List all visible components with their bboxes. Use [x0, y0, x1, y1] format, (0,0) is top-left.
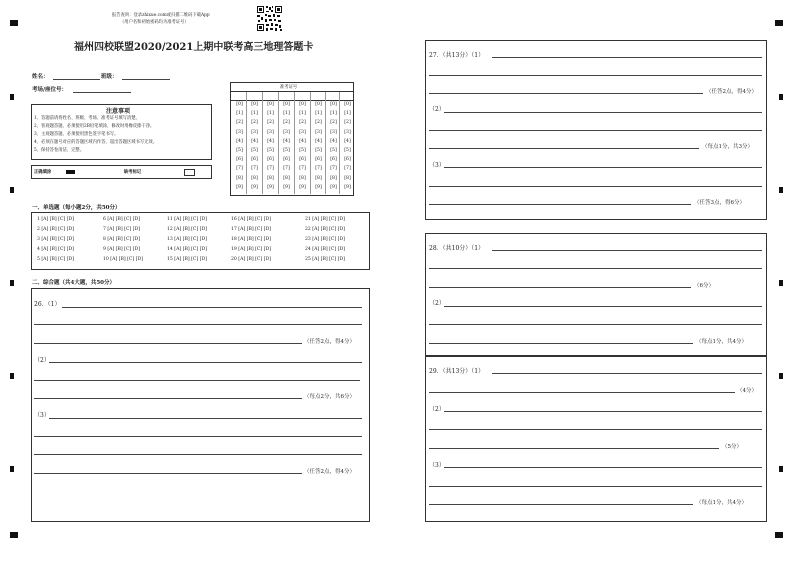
- exam-id-digit-bubble[interactable]: [2]: [330, 120, 337, 126]
- exam-id-digit-bubble[interactable]: [1]: [267, 111, 274, 117]
- exam-id-digit-bubble[interactable]: [0]: [251, 102, 258, 107]
- exam-id-digit-bubble[interactable]: [9]: [299, 184, 306, 190]
- exam-id-digit-bubble[interactable]: [9]: [283, 184, 290, 190]
- q26-part1-label: 26．（1）: [34, 301, 61, 308]
- exam-id-column-divider: [262, 92, 263, 194]
- exam-id-column-divider: [325, 92, 326, 194]
- mc-question-bubbles[interactable]: 2 [A] [B] [C] [D]: [37, 227, 74, 232]
- exam-id-digit-bubble[interactable]: [7]: [344, 166, 351, 172]
- exam-id-digit-bubble[interactable]: [5]: [315, 148, 322, 153]
- answer-line[interactable]: [429, 287, 691, 288]
- timing-mark: [779, 94, 783, 100]
- exam-id-digit-bubble[interactable]: [4]: [251, 138, 258, 144]
- exam-id-digit-bubble[interactable]: [2]: [299, 120, 306, 126]
- mc-question-bubbles[interactable]: 21 [A] [B] [C] [D]: [305, 217, 345, 222]
- exam-id-digit-bubble[interactable]: [6]: [315, 157, 322, 163]
- exam-id-digit-bubble[interactable]: [8]: [267, 175, 274, 181]
- exam-id-digit-bubble[interactable]: [5]: [267, 148, 274, 153]
- exam-id-digit-bubble[interactable]: [7]: [267, 166, 274, 172]
- timing-mark: [10, 280, 14, 286]
- exam-id-digit-bubble[interactable]: [2]: [315, 120, 322, 126]
- exam-id-digit-bubble[interactable]: [3]: [251, 129, 258, 135]
- answer-line[interactable]: [429, 186, 762, 187]
- answer-line[interactable]: [429, 75, 762, 76]
- q27-part3-score: （任答3点，得6分）: [694, 200, 745, 206]
- exam-id-digit-bubble[interactable]: [1]: [315, 111, 322, 117]
- mc-question-bubbles[interactable]: 3 [A] [B] [C] [D]: [37, 237, 74, 242]
- exam-id-digit-bubble[interactable]: [1]: [251, 111, 258, 117]
- answer-line[interactable]: [49, 418, 362, 419]
- exam-id-digit-bubble[interactable]: [0]: [267, 102, 274, 107]
- exam-id-digit-bubble[interactable]: [2]: [344, 120, 351, 126]
- answer-line[interactable]: [444, 411, 762, 412]
- exam-id-digit-bubble[interactable]: [5]: [344, 148, 351, 153]
- mc-question-bubbles[interactable]: 24 [A] [B] [C] [D]: [305, 247, 345, 252]
- q29-part2-score: （5分）: [722, 444, 742, 450]
- timing-mark: [779, 187, 783, 193]
- q29-part2-label: （2）: [429, 406, 445, 413]
- answer-line[interactable]: [429, 343, 693, 344]
- exam-id-digit-bubble[interactable]: [6]: [283, 157, 290, 163]
- q26-part3-label: （3）: [34, 412, 50, 419]
- exam-id-column-divider: [294, 92, 295, 194]
- mc-question-bubbles[interactable]: 8 [A] [B] [C] [D]: [103, 237, 140, 242]
- answer-line[interactable]: [429, 486, 762, 487]
- exam-id-digit-bubble[interactable]: [3]: [299, 129, 306, 135]
- exam-id-digit-bubble[interactable]: [6]: [236, 157, 243, 163]
- timing-mark: [779, 280, 783, 286]
- answer-line[interactable]: [429, 504, 693, 505]
- exam-id-digit-bubble[interactable]: [1]: [330, 111, 337, 117]
- exam-id-digit-bubble[interactable]: [8]: [251, 175, 258, 181]
- name-field[interactable]: [53, 79, 100, 80]
- answer-line[interactable]: [429, 268, 762, 269]
- exam-id-digit-bubble[interactable]: [0]: [330, 102, 337, 107]
- mc-question-bubbles[interactable]: 4 [A] [B] [C] [D]: [37, 247, 74, 252]
- q26-part2-score: （每点2分，共6分）: [304, 394, 355, 400]
- answer-line[interactable]: [429, 392, 735, 393]
- mc-question-bubbles[interactable]: 13 [A] [B] [C] [D]: [167, 237, 207, 242]
- exam-id-digit-bubble[interactable]: [4]: [267, 138, 274, 144]
- q28-part1-score: （6分）: [694, 283, 714, 289]
- timing-mark: [779, 373, 783, 379]
- answer-line[interactable]: [34, 454, 362, 455]
- instructions-title: 注意事项: [106, 108, 131, 115]
- exam-id-digit-bubble[interactable]: [9]: [344, 184, 351, 190]
- exam-id-digit-bubble[interactable]: [6]: [267, 157, 274, 163]
- multiple-choice-grid: [37, 216, 367, 266]
- corner-mark-top-left: [10, 20, 18, 26]
- exam-id-digit-bubble[interactable]: [7]: [251, 166, 258, 172]
- q26-part3-score: （任答2点，得4分）: [304, 469, 355, 475]
- exam-id-digit-bubble[interactable]: [4]: [236, 138, 243, 144]
- exam-id-digit-bubble[interactable]: [6]: [344, 157, 351, 163]
- exam-id-digit-bubble[interactable]: [1]: [299, 111, 306, 117]
- q29-part3-score: （每点1分，共4分）: [696, 500, 747, 506]
- answer-line[interactable]: [34, 343, 302, 344]
- answer-line[interactable]: [34, 436, 362, 437]
- answer-line[interactable]: [34, 473, 302, 474]
- exam-id-digit-bubble[interactable]: [2]: [267, 120, 274, 126]
- timing-mark: [779, 466, 783, 472]
- absent-mark-label: 缺考标记: [124, 170, 142, 175]
- answer-line[interactable]: [34, 324, 362, 325]
- seat-label: 考场/座位号：: [32, 87, 68, 93]
- exam-id-digit-bubble[interactable]: [6]: [251, 157, 258, 163]
- mc-question-bubbles[interactable]: 6 [A] [B] [C] [D]: [103, 217, 140, 222]
- exam-id-digit-bubble[interactable]: [3]: [330, 129, 337, 135]
- exam-id-digit-bubble[interactable]: [8]: [283, 175, 290, 181]
- exam-id-digit-bubble[interactable]: [5]: [299, 148, 306, 153]
- answer-line[interactable]: [444, 167, 762, 168]
- exam-id-digit-bubble[interactable]: [4]: [283, 138, 290, 144]
- q27-part2-score: （每点1分，共3分）: [702, 144, 753, 150]
- instruction-item: 3、主观题答题，必须使用黑色签字笔书写。: [34, 132, 119, 137]
- exam-id-digit-bubble[interactable]: [0]: [283, 102, 290, 107]
- correct-fill-sample: [66, 170, 75, 174]
- instruction-item: 4、必须在题号对应的答题区域内作答，超出答题区域书写无效。: [34, 140, 158, 145]
- mc-question-bubbles[interactable]: 19 [A] [B] [C] [D]: [231, 247, 271, 252]
- exam-id-digit-bubble[interactable]: [1]: [283, 111, 290, 117]
- exam-id-digit-bubble[interactable]: [8]: [330, 175, 337, 181]
- exam-id-divider: [230, 91, 354, 92]
- answer-line[interactable]: [492, 373, 762, 374]
- exam-id-digit-bubble[interactable]: [6]: [330, 157, 337, 163]
- answer-line[interactable]: [34, 398, 302, 399]
- exam-id-column-divider: [278, 92, 279, 194]
- timing-mark: [10, 466, 14, 472]
- mc-question-bubbles[interactable]: 16 [A] [B] [C] [D]: [231, 217, 271, 222]
- exam-id-digit-bubble[interactable]: [5]: [283, 148, 290, 153]
- exam-id-digit-bubble[interactable]: [0]: [299, 102, 306, 107]
- exam-id-digit-bubble[interactable]: [3]: [236, 129, 243, 135]
- mc-question-bubbles[interactable]: 23 [A] [B] [C] [D]: [305, 237, 345, 242]
- class-field[interactable]: [122, 79, 170, 80]
- report-notice-line1: 报告查询：登录zhixue.com或扫描二维码下载App: [112, 13, 210, 18]
- exam-id-digit-bubble[interactable]: [7]: [315, 166, 322, 172]
- exam-id-digit-bubble[interactable]: [8]: [315, 175, 322, 181]
- answer-line[interactable]: [429, 204, 691, 205]
- exam-id-digit-bubble[interactable]: [0]: [344, 102, 351, 107]
- instruction-item: 5、保持答卷清洁、完整。: [34, 148, 84, 153]
- q28-part1-label: 28．（共10分）（1）: [429, 245, 485, 252]
- timing-mark: [10, 373, 14, 379]
- answer-line[interactable]: [429, 324, 762, 325]
- exam-id-digit-bubble[interactable]: [5]: [330, 148, 337, 153]
- section1-title: 一、单选题（每小题2分，共50分）: [32, 205, 121, 211]
- mc-question-bubbles[interactable]: 12 [A] [B] [C] [D]: [167, 227, 207, 232]
- mc-question-bubbles[interactable]: 7 [A] [B] [C] [D]: [103, 227, 140, 232]
- timing-mark: [10, 187, 14, 193]
- mc-question-bubbles[interactable]: 17 [A] [B] [C] [D]: [231, 227, 271, 232]
- exam-id-digit-bubble[interactable]: [4]: [330, 138, 337, 144]
- mc-question-bubbles[interactable]: 18 [A] [B] [C] [D]: [231, 237, 271, 242]
- q26-part2-label: （2）: [34, 357, 50, 364]
- exam-id-digit-bubble[interactable]: [5]: [251, 148, 258, 153]
- answer-line[interactable]: [62, 307, 362, 308]
- mc-question-bubbles[interactable]: 15 [A] [B] [C] [D]: [167, 257, 207, 262]
- q27-part1-score: （任答2点，得4分）: [706, 89, 757, 95]
- q26-part1-score: （任答2点，得4分）: [304, 339, 355, 345]
- page-title: 福州四校联盟2020/2021上期中联考高三地理答题卡: [74, 42, 314, 53]
- answer-line[interactable]: [429, 130, 762, 131]
- answer-line[interactable]: [429, 148, 699, 149]
- exam-id-bubble-grid[interactable]: [230, 101, 354, 195]
- exam-id-digit-bubble[interactable]: [1]: [344, 111, 351, 117]
- answer-line[interactable]: [444, 306, 762, 307]
- mc-question-bubbles[interactable]: 10 [A] [B] [C] [D]: [103, 257, 143, 262]
- mc-question-bubbles[interactable]: 22 [A] [B] [C] [D]: [305, 227, 345, 232]
- exam-id-digit-bubble[interactable]: [8]: [344, 175, 351, 181]
- exam-id-digit-bubble[interactable]: [9]: [330, 184, 337, 190]
- mc-question-bubbles[interactable]: 5 [A] [B] [C] [D]: [37, 257, 74, 262]
- q29-part3-label: （3）: [429, 462, 445, 469]
- timing-mark: [10, 94, 14, 100]
- exam-id-digit-bubble[interactable]: [4]: [299, 138, 306, 144]
- instruction-item: 2、客观题答题，必须使用2B铅笔填涂，修改时用橡皮擦干净。: [34, 124, 155, 129]
- mc-question-bubbles[interactable]: 14 [A] [B] [C] [D]: [167, 247, 207, 252]
- exam-id-digit-bubble[interactable]: [7]: [283, 166, 290, 172]
- correct-fill-label: 正确填涂: [34, 170, 52, 175]
- q28-part2-label: （2）: [429, 300, 445, 307]
- exam-id-digit-bubble[interactable]: [4]: [315, 138, 322, 144]
- exam-id-digit-bubble[interactable]: [3]: [344, 129, 351, 135]
- exam-id-digit-bubble[interactable]: [2]: [236, 120, 243, 126]
- exam-id-digit-bubble[interactable]: [8]: [236, 175, 243, 181]
- mc-question-bubbles[interactable]: 25 [A] [B] [C] [D]: [305, 257, 345, 262]
- exam-id-column-divider: [339, 92, 340, 194]
- instruction-item: 1、答题前请将姓名、班级、考场、准考证号填写清楚。: [34, 116, 140, 121]
- exam-id-column-divider: [246, 92, 247, 194]
- mc-question-bubbles[interactable]: 1 [A] [B] [C] [D]: [37, 217, 74, 222]
- section2-title: 二、综合题（共4大题，共50分）: [32, 280, 115, 286]
- name-label: 姓名：: [32, 74, 49, 80]
- exam-id-label: 准考证号: [280, 85, 298, 90]
- q28-part2-score: （每点1分，共4分）: [696, 339, 747, 345]
- answer-line[interactable]: [492, 250, 762, 251]
- exam-id-digit-bubble[interactable]: [3]: [283, 129, 290, 135]
- exam-id-digit-bubble[interactable]: [6]: [299, 157, 306, 163]
- q29-part1-score: （4分）: [737, 388, 757, 394]
- exam-id-digit-bubble[interactable]: [0]: [315, 102, 322, 107]
- answer-line[interactable]: [429, 429, 762, 430]
- q27-part3-label: （3）: [429, 162, 445, 169]
- q29-part1-label: 29．（共13分）（1）: [429, 368, 485, 375]
- exam-id-digit-bubble[interactable]: [2]: [251, 120, 258, 126]
- q27-part1-label: 27．（共13分）（1）: [429, 52, 485, 59]
- answer-line[interactable]: [429, 448, 719, 449]
- exam-id-digit-bubble[interactable]: [4]: [344, 138, 351, 144]
- corner-mark-top-right: [775, 20, 783, 26]
- exam-id-digit-bubble[interactable]: [3]: [315, 129, 322, 135]
- exam-id-digit-bubble[interactable]: [3]: [267, 129, 274, 135]
- exam-id-digit-bubble[interactable]: [0]: [236, 102, 243, 107]
- exam-id-digit-bubble[interactable]: [7]: [236, 166, 243, 172]
- mc-question-bubbles[interactable]: 9 [A] [B] [C] [D]: [103, 247, 140, 252]
- exam-id-digit-bubble[interactable]: [1]: [236, 111, 243, 117]
- mc-question-bubbles[interactable]: 11 [A] [B] [C] [D]: [167, 217, 207, 222]
- report-notice-line2: （用户名和初始密码均为准考证号）: [120, 20, 189, 25]
- q27-part2-label: （2）: [429, 106, 445, 113]
- exam-id-digit-bubble[interactable]: [7]: [299, 166, 306, 172]
- answer-line[interactable]: [444, 467, 762, 468]
- class-label: 班级：: [101, 74, 118, 80]
- exam-id-column-divider: [310, 92, 311, 194]
- exam-id-digit-bubble[interactable]: [7]: [330, 166, 337, 172]
- exam-id-digit-bubble[interactable]: [9]: [315, 184, 322, 190]
- exam-id-digit-bubble[interactable]: [5]: [236, 148, 243, 153]
- answer-line[interactable]: [34, 380, 360, 381]
- qr-code-icon: [256, 5, 283, 32]
- answer-line[interactable]: [492, 57, 762, 58]
- exam-id-digit-bubble[interactable]: [9]: [251, 184, 258, 190]
- corner-mark-bottom-right: [775, 532, 783, 538]
- absent-mark-checkbox[interactable]: [184, 169, 195, 176]
- exam-id-digit-bubble[interactable]: [2]: [283, 120, 290, 126]
- mc-question-bubbles[interactable]: 20 [A] [B] [C] [D]: [231, 257, 271, 262]
- answer-line[interactable]: [49, 362, 362, 363]
- answer-line[interactable]: [444, 112, 762, 113]
- answer-line[interactable]: [429, 93, 703, 94]
- exam-id-digit-bubble[interactable]: [9]: [267, 184, 274, 190]
- corner-mark-bottom-left: [10, 532, 18, 538]
- exam-id-digit-bubble[interactable]: [9]: [236, 184, 243, 190]
- exam-id-digit-bubble[interactable]: [8]: [299, 175, 306, 181]
- seat-field[interactable]: [73, 92, 131, 93]
